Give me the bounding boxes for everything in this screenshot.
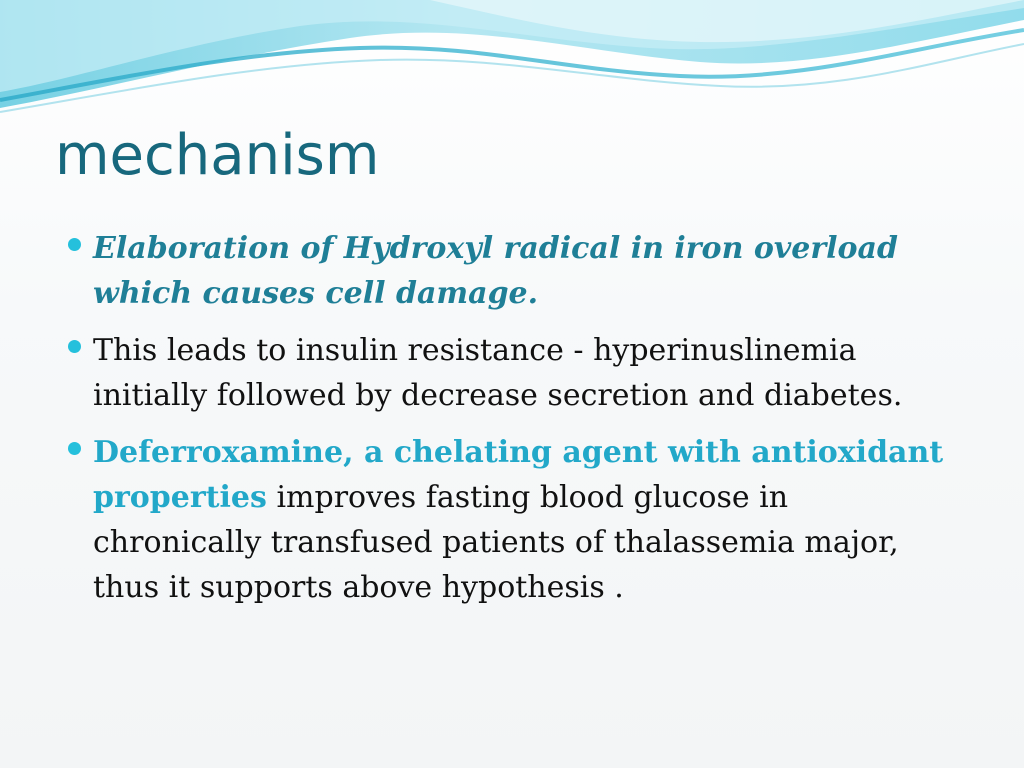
decorative-wave: [0, 0, 1024, 130]
bullet-text: This leads to insulin resistance - hyperinuslinemia initially followed by decrease secretion and diabetes.: [93, 333, 903, 413]
bullet-dot-icon: [68, 340, 81, 353]
bullet-dot-icon: [68, 442, 81, 455]
bullet-highlight: Deferroxamine, a chelating agent with antioxidant properties: [93, 435, 944, 515]
bullet-item: [68, 226, 958, 316]
bullet-item: [68, 430, 958, 610]
bullet-list: [68, 226, 958, 622]
bullet-dot-icon: [68, 238, 81, 251]
bullet-text: improves fasting blood glucose in chronically transfused patients of thalassemia major, thus it supports above hypothesis .: [93, 480, 899, 605]
bullet-text: Elaboration of Hydroxyl radical in iron overload which causes cell damage.: [93, 231, 898, 311]
bullet-item: [68, 328, 958, 418]
slide-title: mechanism: [55, 123, 380, 188]
